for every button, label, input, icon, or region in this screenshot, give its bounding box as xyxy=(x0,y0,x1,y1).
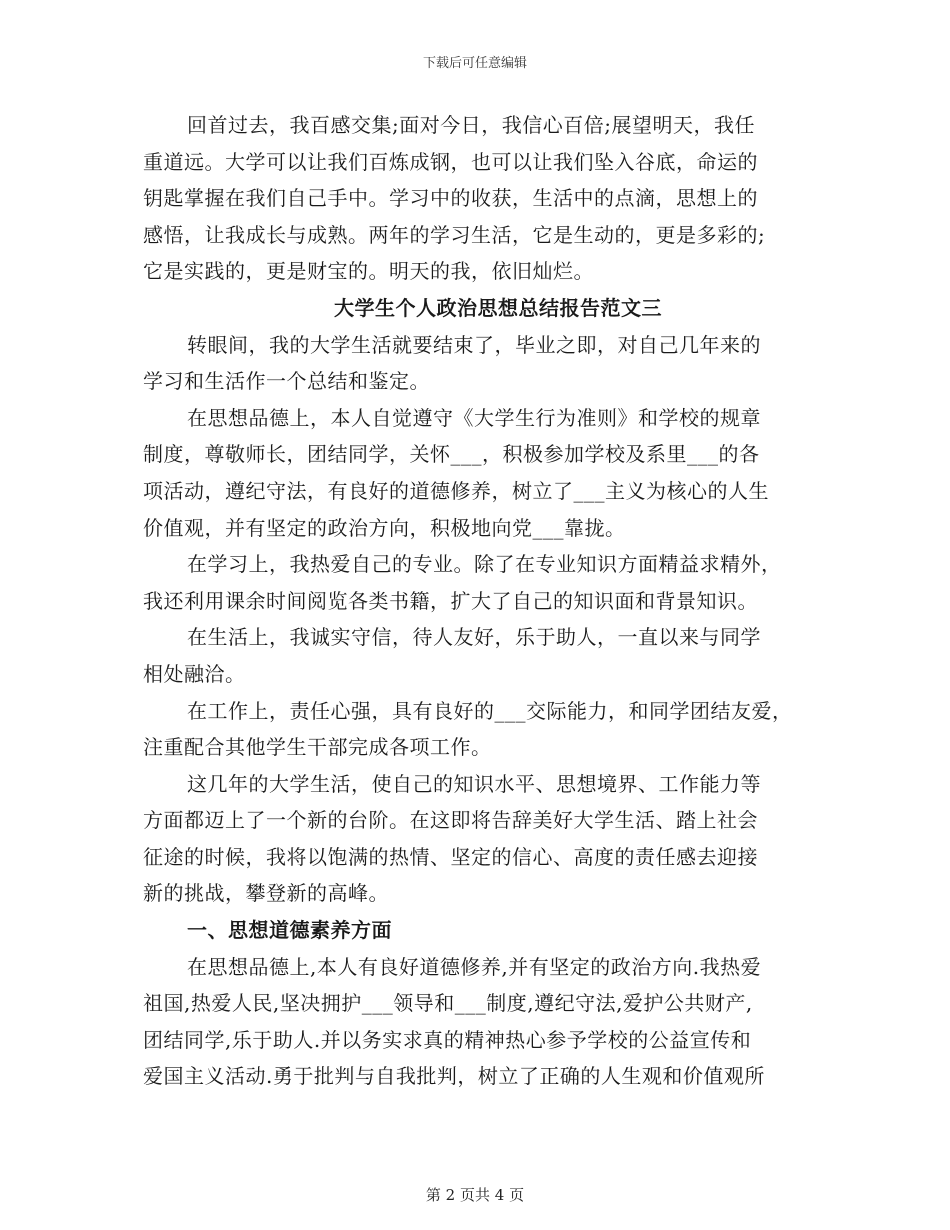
text-line: 价值观，并有坚定的政治方向，积极地向党___靠拢。 xyxy=(143,515,626,540)
text-line: 制度，尊敬师长，团结同学，关怀___，积极参加学校及系里___的各 xyxy=(143,442,760,467)
text-line: 感悟，让我成长与成熟。两年的学习生活，它是生动的，更是多彩的; xyxy=(143,222,766,247)
text-line: 重道远。大学可以让我们百炼成钢，也可以让我们坠入谷底，命运的 xyxy=(143,149,758,174)
text-line: 我还利用课余时间阅览各类书籍，扩大了自己的知识面和背景知识。 xyxy=(143,588,758,613)
text-line: 这几年的大学生活，使自己的知识水平、思想境界、工作能力等 xyxy=(187,771,761,796)
text-line: 祖国,热爱人民,坚决拥护___领导和___制度,遵纪守法,爱护公共财产, xyxy=(143,991,753,1016)
text-line: 在生活上，我诚实守信，待人友好，乐于助人，一直以来与同学 xyxy=(187,625,761,650)
page-number: 第 2 页共 4 页 xyxy=(425,1186,525,1204)
text-line: 相处融洽。 xyxy=(143,661,246,686)
text-line: 钥匙掌握在我们自己手中。学习中的收获，生活中的点滴，思想上的 xyxy=(143,186,758,211)
text-line: 回首过去，我百感交集;面对今日，我信心百倍;展望明天，我任 xyxy=(187,113,755,137)
text-line: 新的挑战，攀登新的高峰。 xyxy=(143,881,389,906)
text-line: 转眼间，我的大学生活就要结束了，毕业之即，对自己几年来的 xyxy=(187,332,761,357)
text-line: 学习和生活作一个总结和鉴定。 xyxy=(143,369,430,394)
text-line: 在思想品德上，本人自觉遵守《大学生行为准则》和学校的规章 xyxy=(187,405,761,430)
text-line: 在学习上，我热爱自己的专业。除了在专业知识方面精益求精外， xyxy=(187,552,782,577)
text-line: 爱国主义活动.勇于批判与自我批判，树立了正确的人生观和价值观所 xyxy=(143,1064,765,1089)
text-line: 它是实践的，更是财宝的。明天的我，依旧灿烂。 xyxy=(143,259,594,284)
text-line: 注重配合其他学生干部完成各项工作。 xyxy=(143,735,492,760)
subsection-heading: 一、思想道德素养方面 xyxy=(187,918,392,943)
text-line: 方面都迈上了一个新的台阶。在这即将告辞美好大学生活、踏上社会 xyxy=(143,808,758,833)
document-body xyxy=(143,107,813,1095)
text-line: 在工作上，责任心强，具有良好的___交际能力，和同学团结友爱， xyxy=(187,698,793,723)
section-title: 大学生个人政治思想总结报告范文三 xyxy=(334,295,662,320)
text-line: 团结同学,乐于助人.并以务实求真的精神热心参予学校的公益宣传和 xyxy=(143,1027,752,1052)
text-line: 征途的时候，我将以饱满的热情、坚定的信心、高度的责任感去迎接 xyxy=(143,844,758,869)
text-line: 在思想品德上,本人有良好道德修养,并有坚定的政治方向.我热爱 xyxy=(187,954,762,979)
page-header: 下载后可任意编辑 xyxy=(422,56,527,71)
text-line: 项活动，遵纪守法，有良好的道德修养，树立了___主义为核心的人生 xyxy=(143,478,769,503)
